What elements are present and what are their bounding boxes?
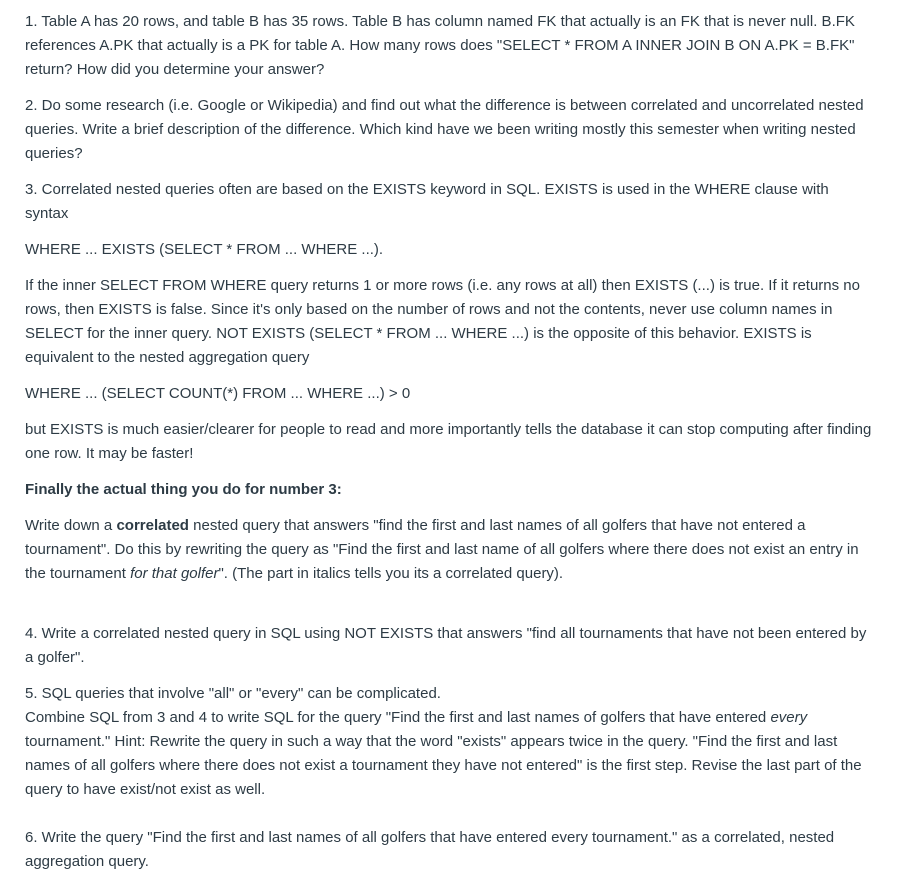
task-heading-text: Finally the actual thing you do for number 3: xyxy=(25,481,342,498)
task-text-italic: for that golfer xyxy=(130,565,219,582)
aggregation-syntax: WHERE ... (SELECT COUNT(*) FROM ... WHERE ...) > 0 xyxy=(25,385,411,402)
task-text-post: ". (The part in italics tells you its a correlated query). xyxy=(218,565,564,582)
question-5-italic: every xyxy=(770,709,808,726)
question-5 xyxy=(25,682,875,802)
question-5-pre: Combine SQL from 3 and 4 to write SQL for the query "Find the first and last names of golfers that have entered xyxy=(25,709,771,726)
task-text-bold: correlated xyxy=(116,517,189,534)
task-text-pre: Write down a xyxy=(25,517,117,534)
question-6: 6. Write the query "Find the first and last names of all golfers that have entered every tournament." as a correlated, nested aggregation query. xyxy=(25,829,835,870)
question-5-post: tournament." Hint: Rewrite the query in such a way that the word "exists" appears twice in the query. "Find the first and last names of all golfers where there does not exist a tournament they have not entered" is the first step. Revise the last part of the query to have exist/not exist as well. xyxy=(25,733,862,798)
exists-advantage: but EXISTS is much easier/clearer for people to read and more importantly tells the database it can stop computing after finding one row. It may be faster! xyxy=(25,421,872,462)
exists-explanation: If the inner SELECT FROM WHERE query returns 1 or more rows (i.e. any rows at all) then EXISTS (...) is true. If it returns no rows, then EXISTS is false. Since it's only based on the number of rows and not the contents, never use column names in SELECT for the inner query. NOT EXISTS (SELECT * FROM ... WHERE ...) is the opposite of this behavior. EXISTS is equivalent to the nested aggregation query xyxy=(25,277,860,366)
question-5-line1: 5. SQL queries that involve "all" or "every" can be complicated. xyxy=(25,685,441,702)
question-4: 4. Write a correlated nested query in SQL using NOT EXISTS that answers "find all tournaments that have not been entered by a golfer". xyxy=(25,625,867,666)
question-3-task xyxy=(25,514,875,586)
question-1: 1. Table A has 20 rows, and table B has 35 rows. Table B has column named FK that actually is an FK that is never null. B.FK references A.PK that actually is a PK for table A. How many rows does "SELECT * FROM A INNER JOIN B ON A.PK = B.FK" return? How did you determine your answer? xyxy=(25,13,855,78)
exists-syntax: WHERE ... EXISTS (SELECT * FROM ... WHERE ...). xyxy=(25,241,384,258)
question-3-intro: 3. Correlated nested queries often are based on the EXISTS keyword in SQL. EXISTS is used in the WHERE clause with syntax xyxy=(25,181,829,222)
question-3-task-heading xyxy=(25,478,875,502)
question-2: 2. Do some research (i.e. Google or Wikipedia) and find out what the difference is between correlated and uncorrelated nested queries. Write a brief description of the difference. Which kind have we been writing mostly this semester when writing nested queries? xyxy=(25,97,864,162)
task-text-mid: nested query that answers "find the first and last names of all golfers that have not entered a tournament". Do this by rewriting the query as "Find the first and last name of all golfers where there does not exist an entry in the tournament xyxy=(25,517,859,582)
